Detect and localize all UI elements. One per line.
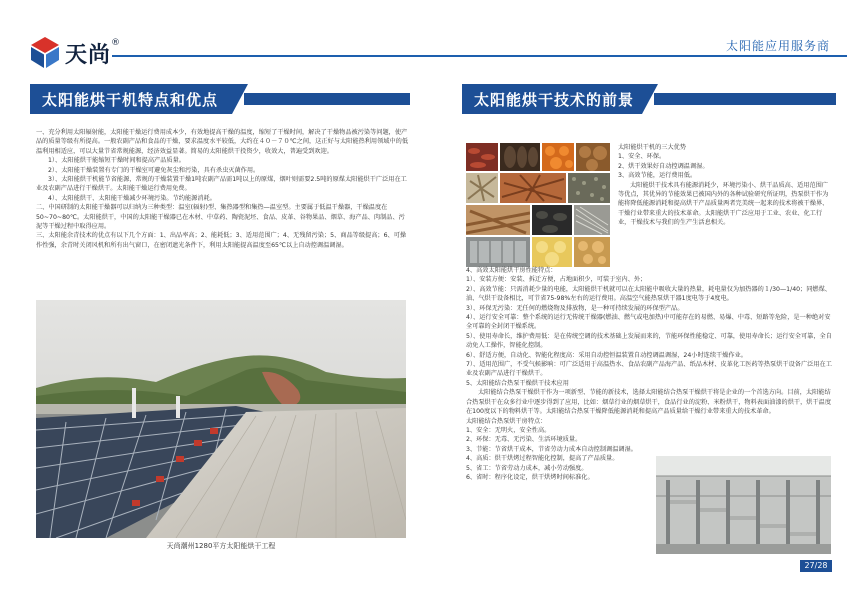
brand-name: 天尚® [65, 38, 122, 68]
company-logo-icon [28, 35, 62, 69]
paragraph: 三、太阳能余青技术的优点有以下几个方面：1、出品率高；2、能耗低；3、适用范围广；4、无残留污染；5、商品等级提高；6、可操作性强，余青时关闭风机和所有出气窗口，在密闭遮光条件下，利用太阳能提高温度至65℃以上自动控调温调湿。 [36, 232, 407, 249]
paragraph: 4、高效太阳能烘干房性能特点： [466, 267, 557, 274]
right-body-text [466, 266, 836, 482]
drying-room-interior-photo [656, 456, 831, 554]
paragraph: 3）、环保无污染：无任何的燃烧物及排放物，是一种可持续发展的环保型产品。 [466, 304, 684, 312]
registered-mark: ® [111, 38, 122, 48]
page-number: 27/28 [800, 560, 832, 572]
product-photo-mushroom [576, 143, 610, 171]
paragraph: 4）、运行安全可靠：整个系统的运行无传统干燥器(燃油、燃气或电加热)中可能存在的易燃、易爆、中毒、短路等危险，是一种绝对安全可靠的全封闭干燥系统。 [466, 314, 831, 331]
paragraph: 3、节能：节省烘干成本，节省劳动力成本自动控制调温调湿。 [466, 445, 637, 453]
header-divider [112, 55, 847, 57]
product-photo-wood-sticks [466, 205, 530, 235]
paragraph: 5、太阳能结合热泵干燥烘干技术应用 [466, 379, 569, 387]
paragraph: 1）、太阳能烘干能缩短干燥时间和提高产品质量。 [48, 157, 185, 165]
paragraph: 1）、安装方便：安装、拆迁方便，占地面积少，可装于室内、外； [466, 276, 647, 284]
photo-caption: 天尚潮州1280平方太阳能烘干工程 [166, 542, 276, 550]
paragraph: 2）、高效节能：只需消耗少量的电能，太阳能烘干机就可以在太阳能中吸收大量的热量，耗电量仅为加热器的１/30—1/40；同燃煤、油、气烘干设备相比，可节省75-98%左右的运行费用。高温空气能热泵烘干器1度电等于4度电。 [466, 285, 831, 303]
solar-drying-project-photo [36, 300, 406, 538]
product-photo-dried-fruit [542, 143, 574, 171]
product-photo-noodles [574, 205, 610, 235]
right-section-band [462, 84, 836, 114]
paragraph: 2、烘干效果好自动控调温调湿。 [618, 162, 709, 170]
left-section-band [30, 84, 410, 114]
product-photo-nuts [574, 237, 610, 267]
paragraph: 6、省时：程序化设定，烘干烘烤时间标准化。 [466, 473, 594, 481]
paragraph: 一、充分利用太阳辐射能，太阳能干燥运行费用成本少，有效地提高干燥的温度，缩短了干燥时间，解决了干燥物品被污染等问题，使产品的质量等级有所提高。一般农副产品和食品的干燥，要求温度水平较低，大约在４０－７０℃之间，这正好与太阳能热利用领域中的低温利用相适应，可以大量节省常规能源，经济效益显著。简易的太阳能烘干投资少，收效大，普遍受到欢迎。 [36, 129, 409, 155]
left-body-text [36, 128, 408, 250]
paragraph: 2、环保：无毒、无污染、生活环境质量。 [466, 436, 582, 444]
paragraph: 6）、舒适方便，自动化、智能化程度高：采用自动控恒温装置自动控调温调湿，24小时连续干燥作业。 [466, 351, 747, 359]
paragraph: 3、高效节能，运行费用低。 [618, 172, 697, 180]
paragraph: 2）、太阳能干燥装置有专门的干燥室可避免灰尘和污染，具有杀虫灭菌作用。 [48, 166, 260, 174]
paragraph: 太阳能结合热泵干燥烘干作为一项新型、节能的新技术，选择太阳能结合热泵干燥烘干将是企业的一个首选方向。目前，太阳能结合热泵烘干在众多行业中逐步得到了应用，比如：烟草行业的烟草烘干，食品行业的淀粉、米粉烘干，物料表面油漆的烘干，烘干温度在100度以下的物料烘干等。太阳能结合热泵干燥降低能源消耗和提高产品质量给干燥行业带来重大的技术革命。 [466, 389, 832, 416]
product-photo-drying-room [466, 237, 530, 267]
paragraph: 3）、太阳能烘干机能节省能源，常规的干燥装置干燥1吨农副产品需1吨以上的原煤，烟叶则需要2.5吨的原煤太阳能烘干广泛用在工业及农副产品进行干燥烘干。太阳能干燥运行费用免费。 [36, 176, 407, 193]
product-photo-roots [500, 173, 566, 203]
paragraph: 二、中国研制的太阳能干燥器可以归纳为三种类型：温室(辐射)型、集热器型和集热—温室型。主要属于低温干燥器，干燥温度在50~70~80℃。太阳能烘干，中国的太阳能干燥器已在木材、中草药、陶瓷泥坯、食品、皮革、谷物果品、烟草、海产品、肉制品、污泥等干燥过程中取得应用。 [36, 204, 405, 231]
paragraph: 5）、使用寿命长，维护费用低：是在传统空调的技术基础上发展而来的，节能环保性能稳定、可靠，使用寿命长；运行安全可靠，全自动免人工操作，智能化控制。 [466, 332, 832, 350]
paragraph: 5、省工：节省劳动力成本，减小劳动强度。 [466, 464, 588, 472]
right-section-title: 太阳能烘干技术的前景 [474, 91, 635, 109]
paragraph: 7）、适用范围广，不受气候影响：可广泛适用于高温热水、食品农副产品海产品、纸品木材、皮革化工医药等热泵烘干设备广泛用在工业及农副产品进行干燥烘干。 [466, 361, 832, 378]
product-photo-herbs [466, 173, 498, 203]
paragraph: 4）、太阳能烘干、太阳能干燥减少环境污染。节约能源消耗。 [48, 194, 216, 202]
paragraph: 太阳能烘干机的三大优势 [618, 144, 687, 151]
product-photo-grains [568, 173, 610, 203]
left-section-title: 太阳能烘干机特点和优点 [42, 91, 219, 109]
page-header [0, 0, 860, 80]
paragraph: 4、高质：烘干烘烤过程智能化控制，提高了产品质量。 [466, 455, 619, 463]
product-photo-seeds [532, 205, 572, 235]
paragraph: 太阳能结合热泵烘干房特点： [466, 417, 547, 425]
paragraph: 1、安全：无明火，安全性高。 [466, 426, 551, 434]
paragraph: 太阳能烘干技术具有能源消耗少，环境污染小、烘干品质高、适用范围广等优点，其优异的节能效果已被国内外的各种试验研究所证明，热泵烘干作为能将降低能源消耗和提高烘干产品质量两者完美统一起来的技术将被干燥界、干燥行业带来重大的技术革命。太阳能烘干广泛应用于工业、农业、化工行业，干燥技术与我们的生产生活息相关。 [618, 181, 829, 227]
header-tagline: 太阳能应用服务商 [725, 39, 830, 53]
product-photo-sea-cucumber [500, 143, 540, 171]
product-photo-chili [466, 143, 498, 171]
dried-products-photo-grid [466, 143, 610, 267]
right-intro-text [618, 143, 832, 228]
product-photo-flowers [532, 237, 572, 267]
paragraph: 1、安全、环保。 [618, 153, 666, 161]
